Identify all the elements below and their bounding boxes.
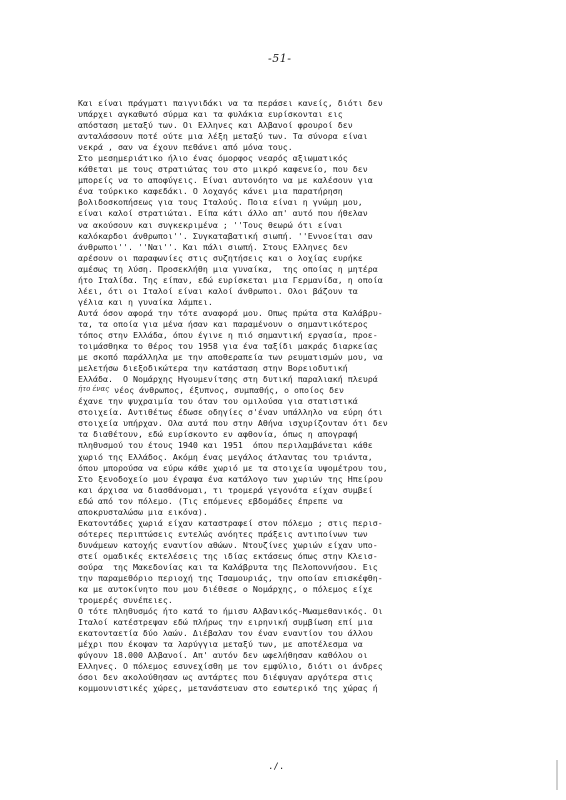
text-line: στοιχεία. Αντιθέτως έδωσε οδηγίες σ'έναν υπάλληλο να εύρη ότι — [78, 407, 383, 418]
text-line: τα, τα οποία για μένα ήσαν και παραμένουν ο σημαντικότερος — [78, 318, 368, 329]
text-line: Αυτά όσον αφορά την τότε αναφορά μου. Οπως πρώτα στα Καλάβρυ- — [78, 307, 383, 318]
handwritten-insert: ήτο ένας — [78, 385, 110, 394]
text-line: με σκοπό παράλληλα με την αποθεραπεία των ρευματισμών μου, να — [78, 352, 383, 363]
text-line: Στο ξενοδοχείο μου έγραψα ένα κατάλογο των χωριών της Ηπείρου — [78, 473, 383, 484]
text-line: στοιχεία υπήρχαν. Ολα αυτά που στην Αθήνα ισχυρίζονταν ότι δεν — [78, 418, 388, 429]
text-line: είναι καλοί στρατιώται. Είπα κάτι άλλο απ' αυτό που ήθελαν — [78, 208, 368, 219]
text-line: χωριό της Ελλάδος. Ακόμη ένας μεγάλος άτλαντας του τριάντα, — [78, 451, 373, 462]
text-line: εδώ από τον πόλεμο. (Τις επόμενες εβδομάδες έπρεπε να — [78, 495, 343, 506]
text-line: απόσταση μεταξύ των. Οι Ελληνες και Αλβανοί φρουροί δεν — [78, 120, 353, 131]
text-line: όσοι δεν ακολούθησαν ως αντάρτες που διέφυγαν αργότερα στις — [78, 672, 373, 683]
text-line: να ακούσουν και συγκεκριμένα ; ''Τους θεωρώ ότι είναι — [78, 219, 343, 230]
text-line: και άρχισα να διασθάνομαι, τι τρομερά γεγονότα είχαν συμβεί — [78, 484, 373, 495]
text-line: γέλια και η γυναίκα λάμπει. — [78, 296, 213, 307]
text-line: μελετήσω διεξοδικώτερα την κατάσταση στην Βορειοδυτική — [78, 363, 348, 374]
text-line: τρομερές συνέπειες. — [78, 595, 173, 606]
text-line: καλόκαρδοι άνθρωποι''. Συγκαταβατική σιωπή. ''Εννοείται σαν — [78, 230, 373, 241]
text-line: αποκρυσταλώσω μια εικόνα). — [78, 506, 208, 517]
text-line: ήτο Ιταλίδα. Της είπαν, εδώ ευρίσκεται μια Γερμανίδα, η οποία — [78, 274, 383, 285]
text-line: άνθρωποι''. ''Ναι''. Και πάλι σιωπή. Στους Ελληνες δεν — [78, 241, 348, 252]
text-line: βολιδοσκοπήσεως για τους Ιταλούς. Ποια είναι η γνώμη μου, — [78, 197, 363, 208]
body-text — [78, 98, 528, 695]
text-line: πληθυσμού του έτους 1940 και 1951 όπου περιλαμβάνεται κάθε — [78, 440, 373, 451]
text-line — [78, 385, 528, 396]
footer-continuation-mark: ./. — [268, 762, 285, 772]
text-line: σότερες περιπτώσεις εντελώς ανόητες πράξεις αντιποίνων των — [78, 528, 368, 539]
text-line: νεκρά , σαν να έχουν πεθάνει από μόνα τους. — [78, 142, 293, 153]
text-line: Στο μεσημεριάτικο ήλιο ένας όμορφος νεαρός αξιωματικός — [78, 153, 348, 164]
text-line: δυνάμεων κατοχής εναντίον αθώων. Ντουζίνες χωριών είχαν υπο- — [78, 539, 378, 550]
text-line: κα με αυτοκίνητο που μου διέθεσε ο Νομάρχης, ο πόλεμος είχε — [78, 584, 373, 595]
text-line: ένα τούρκικο καφεδάκι. Ο λοχαγός κάνει μια παρατήρηση — [78, 186, 343, 197]
text-line: αμέσως τη λύση. Προσεκλήθη μια γυναίκα, της οποίας η μητέρα — [78, 263, 378, 274]
text-line: μπορείς να το αποφύγεις. Είναι αυτονόητο να με καλέσουν για — [78, 175, 373, 186]
text-line: εκατονταετία δύο λαών. Διέβαλαν τον έναν εναντίον του άλλου — [78, 628, 373, 639]
text-line: φύγουν 18.000 Αλβανοί. Απ' αυτόν δεν ωφελήθησαν καθόλου οι — [78, 650, 368, 661]
text-line: έχανε την ψυχραιμία του όταν του ομιλούσα για στατιστικά — [78, 396, 358, 407]
text-line: Και είναι πράγματι παιγνιδάκι να τα περάσει κανείς, διότι δεν — [78, 98, 383, 108]
text-line: σούρα της Μακεδονίας και τα Καλάβρυτα της Πελοποννήσου. Εις — [78, 561, 378, 572]
text-line: κάθεται με τους στρατιώτας του στο μικρό καφενείο, που δεν — [78, 164, 368, 175]
text-line: την παραμεθόριο περιοχή της Τσαμουριάς, την οποίαν επισκέφθη- — [78, 573, 383, 584]
text-line: Ελληνες. Ο πόλεμος εσυνεχίσθη με τον εμφύλιο, διότι οι άνδρες — [78, 661, 383, 672]
text-line: λέει, ότι οι Ιταλοί είναι καλοί άνθρωποι. Ολοι βάζουν τα — [78, 285, 358, 296]
text-line-content: νέος άνθρωπος, έξυπνος, συμπαθής, ο οποίος δεν — [114, 385, 344, 396]
text-line: μέχρι που έκοψαν τα λαρύγγια μεταξύ των, με αποτέλεσμα να — [78, 639, 363, 650]
text-line: ανταλάσσουν ποτέ ούτε μια λέξη μεταξύ των. Τα σύνορα είναι — [78, 131, 368, 142]
text-line: Ελλάδα. Ο Νομάρχης Ηγουμενίτσης στη δυτική παραλιακή πλευρά — [78, 374, 378, 385]
text-line: τόπος στην Ελλάδα, όπου έγινε η πιό σημαντική εργασία, προε- — [78, 329, 378, 340]
text-line: Ιταλοί κατέστρεψαν εδώ πλήρως την ειρηνική συμβίωση επί μια — [78, 617, 373, 628]
text-line: αρέσουν οι παραφωνίες στις συζητήσεις και ο λοχίας ευρήκε — [78, 252, 363, 263]
text-line: Εκατοντάδες χωριά είχαν καταστραφεί στον πόλεμο ; στις περισ- — [78, 517, 383, 528]
text-line: Ο τότε πληθυσμός ήτο κατά το ήμισυ Αλβανικός-Μωαμεθανικός. Οι — [78, 606, 383, 617]
text-line: κομμουνιστικές χώρες, μετανάστευαν στο εσωτερικό της χώρας ή — [78, 683, 378, 694]
text-line: όπου μπορούσα να εύρω κάθε χωριό με τα στοιχεία υψομέτρου του, — [78, 462, 388, 473]
text-line: τοιμάσθηκα το θέρος του 1958 για ένα ταξίδι μακράς διαρκείας — [78, 341, 378, 352]
page-edge-mark — [556, 760, 558, 790]
text-line: τα διαθέτουν, εδώ ευρίσκοντο εν αφθονία, όπως η απογραφή — [78, 429, 358, 440]
text-line: στεί ομαδικές εκτελέσεις της ιδίας εκτάσεως όπως στην Κλεισ- — [78, 550, 378, 561]
page-number: -51- — [268, 52, 292, 65]
text-line: υπάρχει αγκαθωτό σύρμα και τα φυλάκια ευρίσκονται εις — [78, 109, 343, 120]
